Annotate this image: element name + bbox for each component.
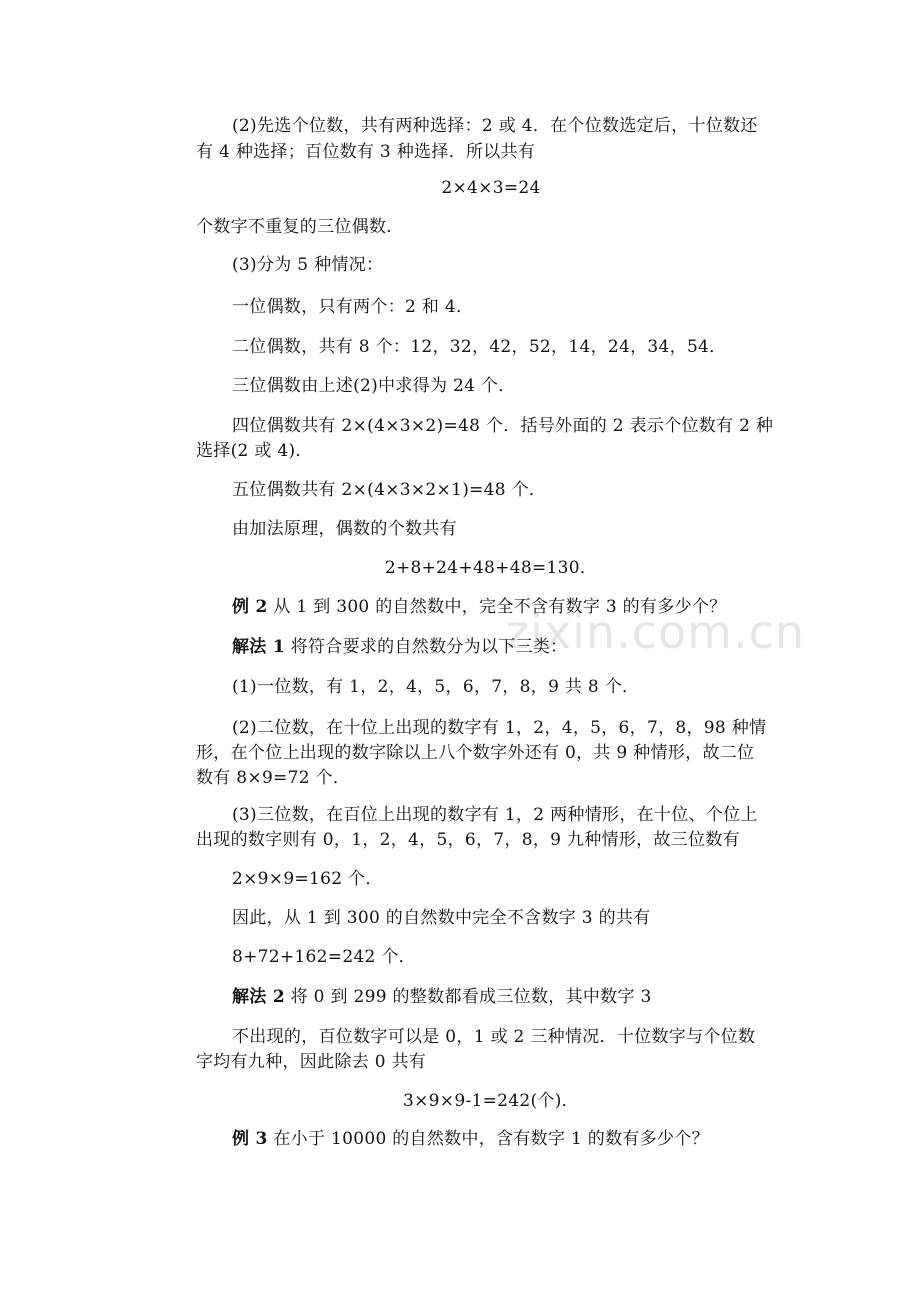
paragraph-line: 数有 8×9=72 个． bbox=[196, 768, 351, 788]
formula-line: 8+72+162=242 个． bbox=[232, 947, 416, 967]
paragraph-line: 不出现的，百位数字可以是 0，1 或 2 三种情况．十位数字与个位数 bbox=[232, 1027, 756, 1047]
solution-label: 解法 2 bbox=[232, 987, 285, 1007]
watermark: zixin.com.cn bbox=[505, 605, 806, 659]
paragraph-line: 四位偶数共有 2×(4×3×2)=48 个．括号外面的 2 表示个位数有 2 种 bbox=[232, 416, 774, 436]
example-text: 在小于 10000 的自然数中，含有数字 1 的数有多少个？ bbox=[273, 1129, 709, 1149]
paragraph-line: 二位偶数，共有 8 个：12，32，42，52，14，24，34，54． bbox=[232, 337, 727, 357]
paragraph-line: 由加法原理，偶数的个数共有 bbox=[232, 519, 457, 539]
paragraph-line: 有 4 种选择；百位数有 3 种选择．所以共有 bbox=[196, 142, 536, 162]
example-label: 例 3 bbox=[232, 1129, 268, 1149]
solution-heading-line bbox=[232, 984, 786, 1010]
paragraph-line: (2)二位数，在十位上出现的数字有 1，2，4，5，6，7，8，98 种情 bbox=[232, 718, 767, 738]
example-label: 例 2 bbox=[232, 597, 268, 617]
paragraph-line: 出现的数字则有 0，1，2，4，5，6，7，8，9 九种情形，故三位数有 bbox=[196, 830, 740, 850]
formula-line: 2×9×9=162 个． bbox=[232, 869, 383, 889]
formula-line: 2×4×3=24 bbox=[441, 178, 541, 198]
solution-text: 将 0 到 299 的整数都看成三位数，其中数字 3 bbox=[290, 987, 652, 1007]
formula-line: 2+8+24+48+48=130． bbox=[384, 558, 598, 578]
paragraph-line: 选择(2 或 4)． bbox=[196, 441, 313, 461]
paragraph-line: 字均有九种，因此除去 0 共有 bbox=[196, 1052, 427, 1072]
solution-text: 将符合要求的自然数分为以下三类： bbox=[290, 637, 568, 657]
solution-label: 解法 1 bbox=[232, 637, 285, 657]
paragraph-line: 五位偶数共有 2×(4×3×2×1)=48 个． bbox=[232, 480, 547, 500]
paragraph-line: (3)三位数，在百位上出现的数字有 1，2 两种情形，在十位、个位上 bbox=[232, 805, 758, 825]
example-heading-line bbox=[232, 1126, 786, 1152]
paragraph-line: 形，在个位上出现的数字除以上八个数字外还有 0，共 9 种情形，故二位 bbox=[196, 743, 755, 763]
paragraph-line: (2)先选个位数，共有两种选择：2 或 4．在个位数选定后，十位数还 bbox=[232, 116, 758, 136]
paragraph-line: (3)分为 5 种情况： bbox=[232, 255, 384, 275]
paragraph-line: 一位偶数，只有两个：2 和 4． bbox=[232, 297, 474, 317]
paragraph-line: (1)一位数，有 1，2，4，5，6，7，8，9 共 8 个． bbox=[232, 677, 640, 697]
paragraph-line: 个数字不重复的三位偶数． bbox=[196, 217, 404, 237]
example-heading-line bbox=[232, 594, 786, 620]
paragraph-line: 三位偶数由上述(2)中求得为 24 个． bbox=[232, 376, 516, 396]
solution-heading-line bbox=[232, 634, 786, 660]
example-text: 从 1 到 300 的自然数中，完全不含有数字 3 的有多少个？ bbox=[273, 597, 727, 617]
paragraph-line: 因此，从 1 到 300 的自然数中完全不含数字 3 的共有 bbox=[232, 908, 651, 928]
formula-line: 3×9×9-1=242(个)． bbox=[403, 1091, 579, 1111]
